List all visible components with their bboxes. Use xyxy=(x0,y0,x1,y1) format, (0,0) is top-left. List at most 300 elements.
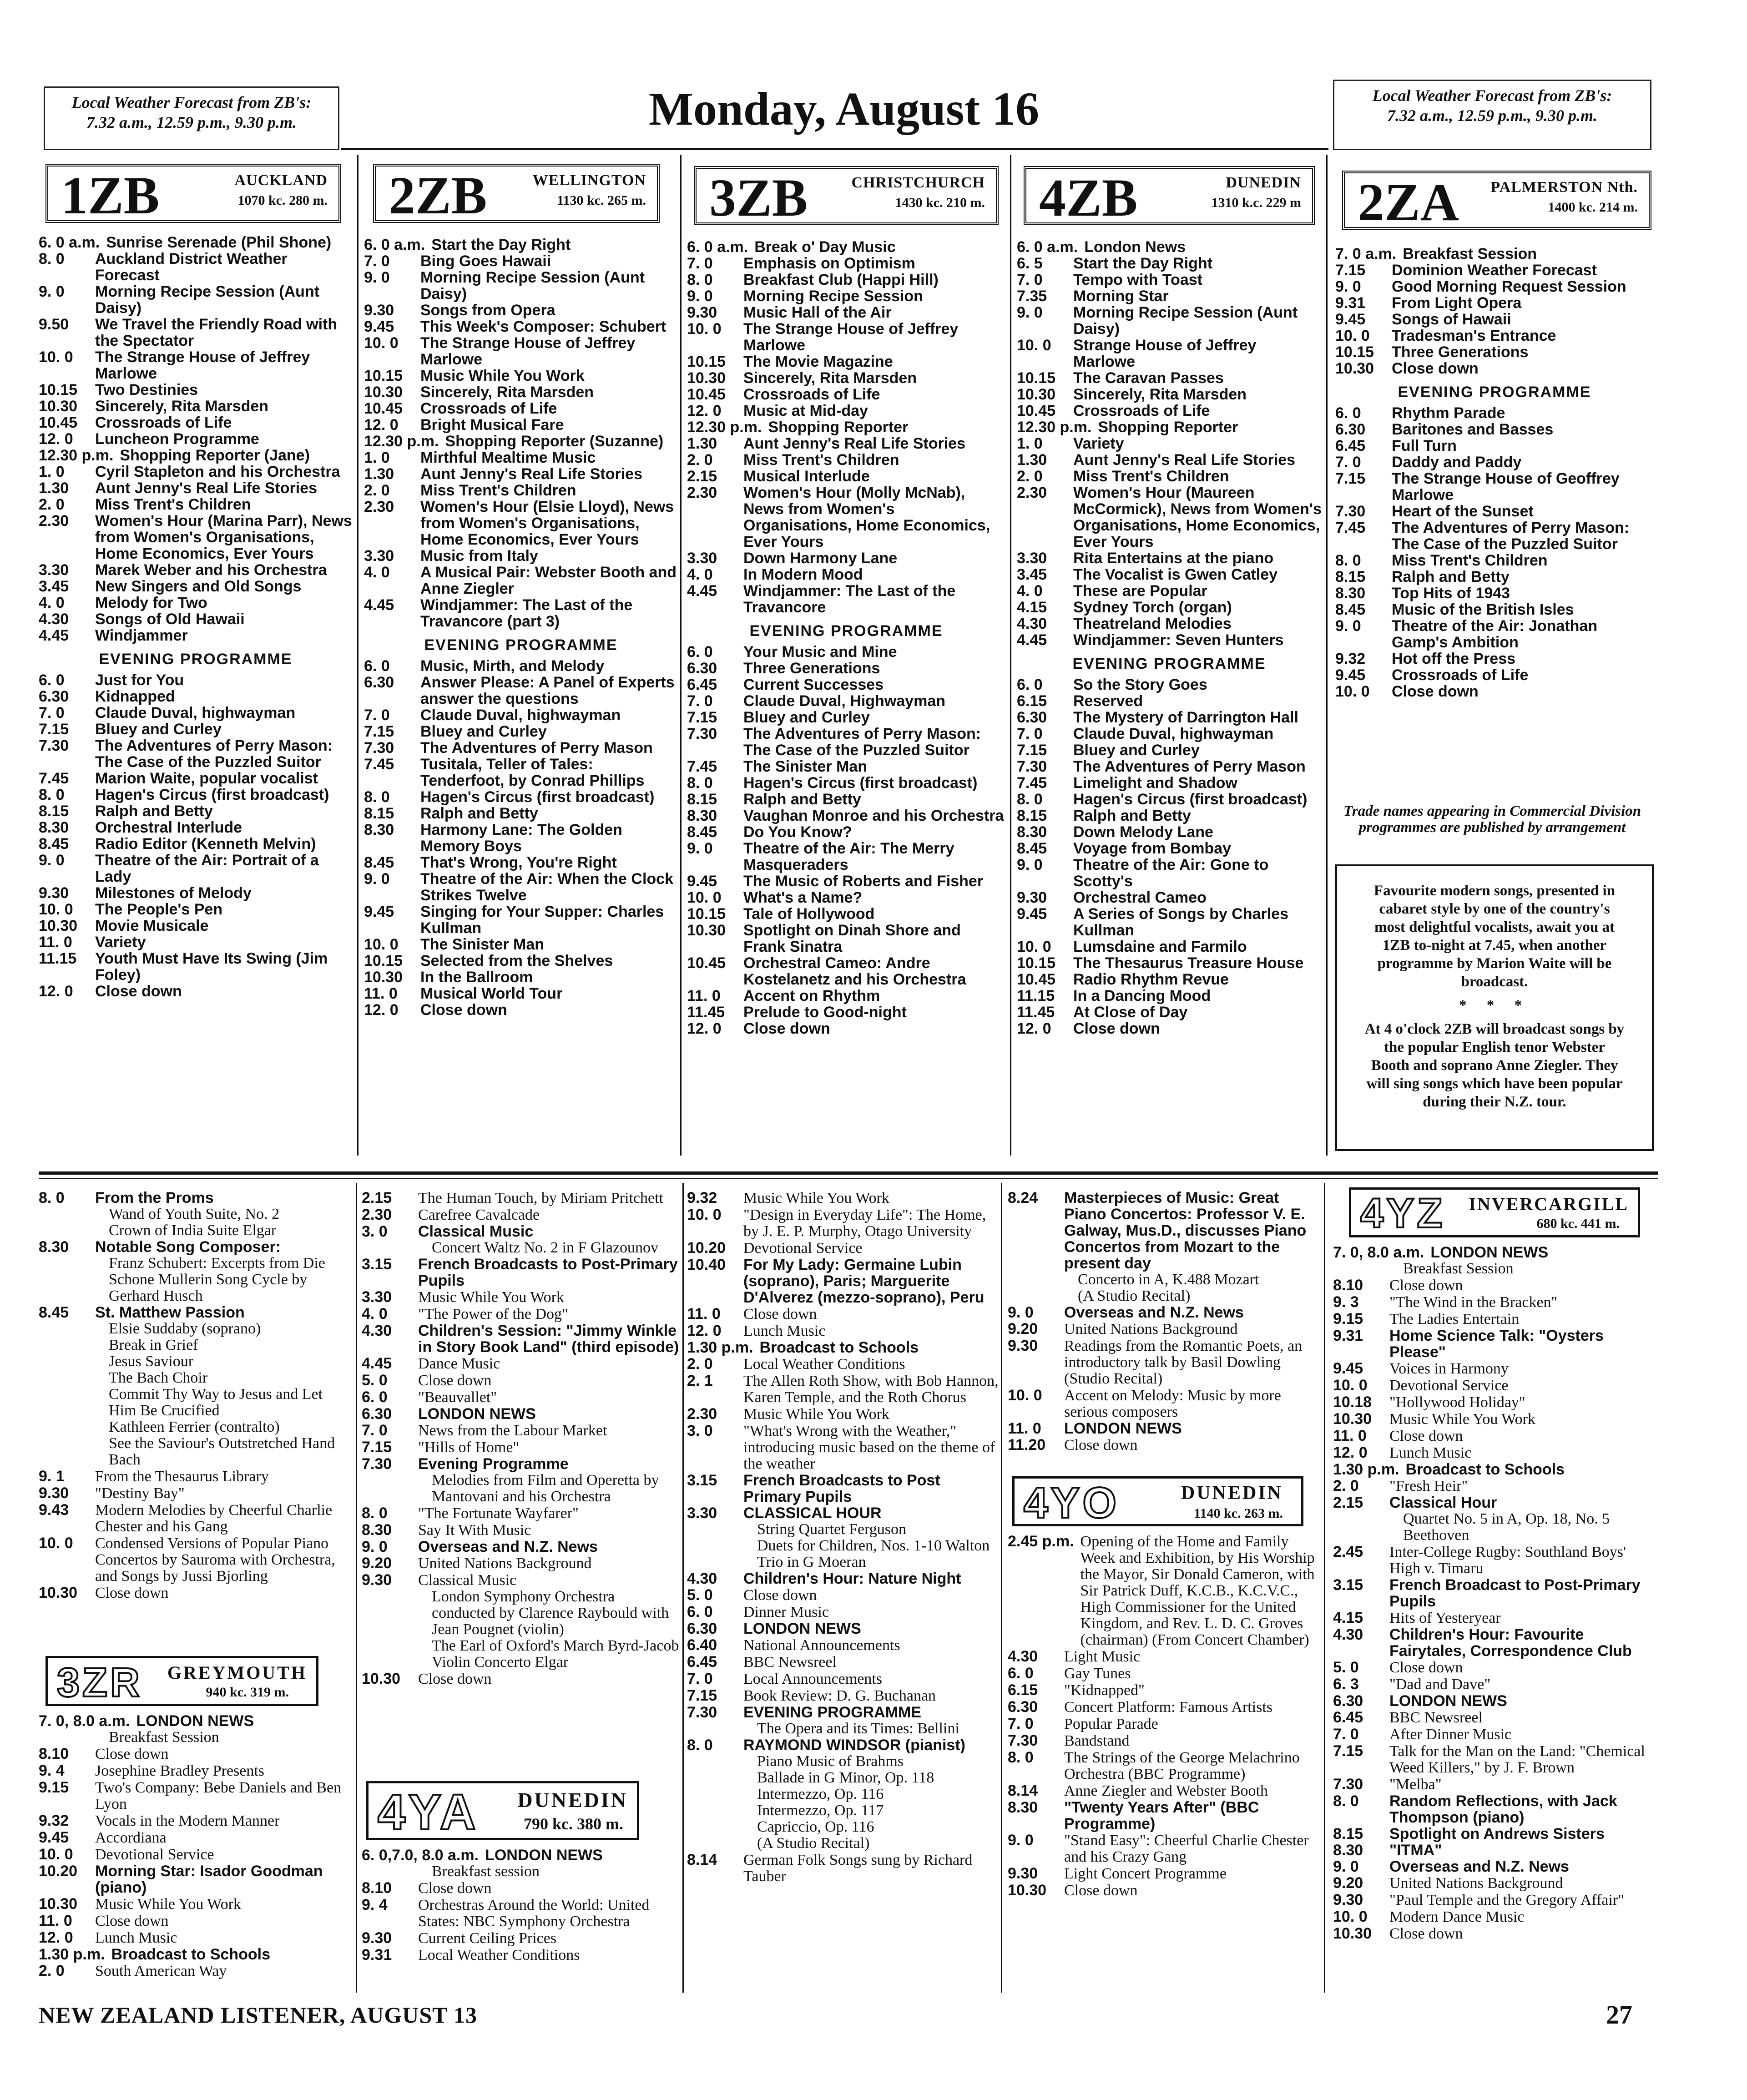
programme-time: 10. 0 xyxy=(687,320,722,338)
programme-time: 10. 0 xyxy=(364,334,399,352)
programme-title: South American Way xyxy=(95,1963,227,1979)
programme-title: Rita Entertains at the piano xyxy=(1073,550,1274,567)
programme-title: Close down xyxy=(95,1585,169,1601)
station-city: AUCKLAND xyxy=(234,172,328,189)
programme-time: 4. 0 xyxy=(39,594,65,611)
programme-time: 9.30 xyxy=(39,884,69,902)
programme-title: Answer Please: A Panel of Experts answer the questions xyxy=(420,674,675,707)
programme-row xyxy=(1017,791,1322,808)
programme-title: This Week's Composer: Schubert xyxy=(420,318,666,335)
programme-title: Aunt Jenny's Real Life Stories xyxy=(743,435,965,452)
programme-title: Theatre of the Air: Portrait of a Lady xyxy=(95,852,319,885)
programme-time: 8.15 xyxy=(364,805,394,822)
station-city: DUNEDIN xyxy=(1181,1483,1283,1504)
programme-time: 3.30 xyxy=(364,547,394,565)
programme-row xyxy=(364,318,678,335)
programme-title: Ralph and Betty xyxy=(743,791,861,808)
column-rule xyxy=(1010,155,1011,1156)
programme-title: The Bach Choir xyxy=(109,1369,208,1386)
programme-row xyxy=(1008,1338,1322,1387)
programme-row xyxy=(1017,403,1322,419)
programme-time: 9.32 xyxy=(1335,650,1366,667)
programme-time: 6.45 xyxy=(687,1653,717,1671)
programme-time: 9.31 xyxy=(1335,294,1366,312)
programme-time: 7.15 xyxy=(1017,742,1047,759)
programme-time: 10.30 xyxy=(687,922,726,939)
programme-row xyxy=(362,1372,680,1389)
programme-row xyxy=(1333,1793,1651,1826)
station-box-4ya xyxy=(366,1781,639,1840)
programme-row xyxy=(39,1729,353,1746)
programme-row xyxy=(1017,288,1322,304)
programme-time: 10.15 xyxy=(1017,954,1056,972)
programme-title: "Paul Temple and the Gregory Affair" xyxy=(1389,1892,1625,1908)
programme-title: Full Turn xyxy=(1392,437,1457,454)
programme-row xyxy=(1333,1294,1651,1311)
programme-time: 7. 0 xyxy=(364,252,390,270)
programme-title: Wand of Youth Suite, No. 2 xyxy=(109,1206,280,1222)
programme-title: Close down xyxy=(95,1746,169,1762)
programme-time: 10. 0 xyxy=(39,901,73,918)
programme-time: 3.30 xyxy=(39,561,69,579)
programme-time: 11.45 xyxy=(687,1004,725,1021)
programme-row xyxy=(39,1419,353,1435)
programme-time: 9.31 xyxy=(362,1946,392,1964)
programme-time: 7.30 xyxy=(1008,1732,1038,1749)
programme-time: 1. 0 xyxy=(364,449,390,466)
programme-title: "Melba" xyxy=(1389,1776,1442,1793)
programme-time: 9. 0 xyxy=(1333,1858,1359,1875)
programme-row xyxy=(39,1337,353,1353)
programme-row xyxy=(39,721,353,737)
programme-time: 8.15 xyxy=(1335,568,1366,586)
programme-row xyxy=(1335,438,1654,454)
programme-time: 10.15 xyxy=(39,381,78,399)
programme-title: Talk for the Man on the Land: "Chemical Weed Killers," by J. F. Brown xyxy=(1389,1743,1645,1776)
programme-row xyxy=(1017,304,1322,337)
programme-title: The Adventures of Perry Mason: The Case of the Puzzled Suitor xyxy=(95,737,333,771)
programme-title: Milestones of Melody xyxy=(95,884,252,902)
programme-row xyxy=(687,1472,999,1505)
programme-title: These are Popular xyxy=(1073,582,1207,600)
programme-time: 9.43 xyxy=(39,1501,69,1519)
programme-time: 2.30 xyxy=(362,1206,392,1223)
programme-title: Miss Trent's Children xyxy=(1392,552,1548,569)
page-number: 27 xyxy=(1606,2000,1632,2029)
programme-time: 8.14 xyxy=(687,1851,717,1868)
programme-time: 4. 0 xyxy=(362,1305,388,1323)
programme-title: Kidnapped xyxy=(95,688,175,705)
programme-row xyxy=(1333,1444,1651,1461)
programme-time: 1.30 p.m. xyxy=(39,1946,105,1963)
programme-row xyxy=(39,836,353,852)
programme-time: 9.30 xyxy=(364,302,394,319)
programme-title: Two Destinies xyxy=(95,381,198,399)
programme-time: 10.15 xyxy=(1017,369,1056,387)
programme-time: 7. 0 xyxy=(364,707,390,724)
programme-row xyxy=(687,1835,999,1852)
programme-title: Windjammer: The Last of the Travancore (part 3) xyxy=(420,596,633,630)
programme-time: 10.30 xyxy=(1008,1882,1047,1899)
programme-title: Close down xyxy=(1389,1277,1463,1294)
programme-row xyxy=(1335,651,1654,667)
lower-schedule-col2 xyxy=(362,1190,680,1687)
programme-time: 9.20 xyxy=(1333,1874,1363,1892)
programme-row xyxy=(687,922,1005,955)
programme-title: Light Music xyxy=(1064,1648,1141,1665)
programme-time: 10. 0 xyxy=(364,936,399,953)
weather-box-left xyxy=(44,86,339,150)
programme-title: Crossroads of Life xyxy=(1392,666,1529,684)
programme-row xyxy=(1333,1360,1651,1377)
programme-title: Miss Trent's Children xyxy=(743,451,899,469)
programme-time: 2.30 xyxy=(687,1405,717,1423)
programme-time: 6.40 xyxy=(687,1636,717,1654)
programme-title: Top Hits of 1943 xyxy=(1392,585,1510,602)
programme-title: The Strange House of Geoffrey Marlowe xyxy=(1392,470,1620,504)
programme-time: 8.45 xyxy=(364,854,394,871)
programme-title: Miss Trent's Children xyxy=(420,482,576,499)
station-frequency: 1430 kc. 210 m. xyxy=(895,195,985,210)
programme-title: Crossroads of Life xyxy=(95,414,232,431)
programme-row xyxy=(39,1746,353,1762)
programme-title: In a Dancing Mood xyxy=(1073,987,1211,1005)
programme-time: 10.15 xyxy=(364,952,403,969)
programme-title: Hagen's Circus (first broadcast) xyxy=(743,774,978,792)
programme-row xyxy=(1017,857,1322,889)
programme-time: 6.15 xyxy=(1008,1681,1038,1699)
programme-time: 10.45 xyxy=(364,400,403,417)
station-city: DUNEDIN xyxy=(1226,174,1301,191)
programme-row xyxy=(362,1355,680,1372)
programme-row xyxy=(39,1535,353,1585)
programme-row xyxy=(362,1947,680,1964)
programme-row xyxy=(39,688,353,705)
lower-schedule-3zr xyxy=(39,1713,353,1979)
programme-title: Cyril Stapleton and his Orchestra xyxy=(95,463,340,480)
programme-row xyxy=(687,1802,999,1819)
programme-title: Close down xyxy=(418,1372,492,1389)
programme-row xyxy=(687,239,1005,255)
programme-title: "Twenty Years After" (BBC Programme) xyxy=(1064,1799,1259,1832)
programme-row xyxy=(1017,599,1322,616)
station-call-sign: 2ZB xyxy=(389,166,487,225)
programme-title: Music While You Work xyxy=(743,1190,889,1206)
programme-time: 9. 0 xyxy=(1008,1304,1034,1321)
programme-title: Orchestral Interlude xyxy=(95,819,242,836)
programme-row xyxy=(687,1323,999,1339)
programme-row xyxy=(364,953,678,969)
programme-row xyxy=(39,627,353,644)
station-frequency: 1140 kc. 263 m. xyxy=(1194,1506,1283,1521)
programme-row xyxy=(1333,1544,1651,1577)
programme-title: Josephine Bradley Presents xyxy=(95,1762,265,1779)
programme-row xyxy=(1017,337,1322,370)
programme-time: 12. 0 xyxy=(39,983,73,1000)
programme-time: 10.30 xyxy=(1017,386,1056,403)
programme-time: 8.45 xyxy=(39,1304,69,1321)
programme-row xyxy=(1335,470,1654,503)
programme-row xyxy=(39,950,353,983)
programme-time: 9.30 xyxy=(1333,1891,1363,1908)
programme-row xyxy=(687,370,1005,386)
programme-time: 8.10 xyxy=(39,1745,69,1762)
programme-row xyxy=(687,1704,999,1721)
programme-row xyxy=(1335,667,1654,683)
programme-title: Reserved xyxy=(1073,692,1143,710)
programme-row xyxy=(364,466,678,482)
programme-time: 4.30 xyxy=(362,1322,392,1339)
programme-title: Three Generations xyxy=(1392,343,1529,361)
programme-time: 7. 0, 8.0 a.m. xyxy=(1333,1244,1424,1261)
station-box-1zb xyxy=(45,164,341,223)
programme-row xyxy=(1017,468,1322,485)
programme-row xyxy=(1008,1716,1322,1732)
programme-time: 8.45 xyxy=(39,835,69,853)
programme-row xyxy=(1017,272,1322,288)
programme-time: 8.45 xyxy=(1017,840,1047,857)
programme-title: Condensed Versions of Popular Piano Concertos by Sauroma with Orchestra, and Songs by Jussi Bjorling xyxy=(95,1535,335,1585)
programme-time: 1.30 xyxy=(1017,451,1047,469)
programme-row xyxy=(39,1304,353,1321)
section-heading: EVENING PROGRAMME xyxy=(424,636,618,654)
programme-title: Bluey and Curley xyxy=(1073,742,1200,759)
programme-row xyxy=(39,1502,353,1535)
programme-row xyxy=(1017,419,1322,435)
programme-title: Bing Goes Hawaii xyxy=(420,252,551,270)
programme-time: 10.18 xyxy=(1333,1393,1372,1411)
programme-row xyxy=(362,1863,680,1880)
programme-title: "Hollywood Holiday" xyxy=(1389,1394,1525,1411)
programme-title: Women's Hour (Molly McNab), News from Women's Organisations, Home Economics, Ever Yours xyxy=(743,484,990,550)
programme-row xyxy=(364,854,678,871)
programme-row xyxy=(1333,1693,1651,1709)
programme-title: Crossroads of Life xyxy=(743,386,880,403)
column-rule xyxy=(1326,155,1328,1156)
programme-title: Aunt Jenny's Real Life Stories xyxy=(1073,451,1295,469)
programme-time: 8. 0 xyxy=(1008,1749,1034,1766)
programme-time: 9.45 xyxy=(1017,905,1047,923)
programme-row xyxy=(687,676,1005,693)
programme-title: Music of the British Isles xyxy=(1392,601,1574,618)
programme-time: 9. 0 xyxy=(1335,278,1361,295)
programme-row xyxy=(362,1223,680,1240)
section-heading: EVENING PROGRAMME xyxy=(1072,655,1266,672)
programme-title: London Symphony Orchestra conducted by Clarence Raybould with Jean Pougnet (violin) xyxy=(432,1588,669,1638)
programme-time: 4.45 xyxy=(39,627,69,644)
programme-title: Start the Day Right xyxy=(431,236,571,253)
programme-row xyxy=(687,758,1005,775)
programme-row xyxy=(687,1819,999,1835)
programme-time: 11. 0 xyxy=(687,1305,721,1323)
programme-row xyxy=(687,1637,999,1654)
programme-title: Duets for Children, Nos. 1-10 Walton xyxy=(757,1537,990,1554)
programme-row xyxy=(1008,1304,1322,1321)
station-call-sign: 4YA xyxy=(378,1784,479,1840)
programme-row xyxy=(362,1638,680,1654)
lower-schedule-4ya xyxy=(362,1847,680,1964)
programme-time: 3.30 xyxy=(687,1504,717,1522)
programme-time: 10.45 xyxy=(1017,971,1056,988)
promo-paragraph-1: Favourite modern songs, presented in cabaret style by one of the country's most delightful vocalists, await you at 1ZB to-night at 7.45, when another programme by Marion Waite will be broadcast. xyxy=(1373,883,1616,990)
programme-row xyxy=(39,1206,353,1222)
programme-time: 9.45 xyxy=(364,318,394,335)
programme-row xyxy=(687,386,1005,403)
programme-title: Bluey and Curley xyxy=(95,721,222,738)
programme-row xyxy=(39,852,353,885)
station-box-2zb xyxy=(373,164,660,223)
programme-row xyxy=(1333,1659,1651,1676)
programme-row xyxy=(687,419,1005,435)
programme-row xyxy=(687,824,1005,840)
programme-row xyxy=(362,1472,680,1505)
programme-title: Tempo with Toast xyxy=(1073,271,1202,288)
programme-time: 11. 0 xyxy=(39,934,72,951)
programme-row xyxy=(687,255,1005,272)
programme-row xyxy=(39,464,353,480)
programme-time: 10.40 xyxy=(687,1256,726,1273)
programme-row xyxy=(1335,278,1654,295)
programme-time: 9.45 xyxy=(1335,666,1366,684)
programme-row xyxy=(39,1585,353,1601)
station-city: WELLINGTON xyxy=(532,172,646,189)
programme-title: Shopping Reporter xyxy=(768,419,909,436)
programme-row xyxy=(39,251,353,283)
programme-title: Morning Recipe Session (Aunt Daisy) xyxy=(95,283,320,317)
programme-row xyxy=(687,873,1005,889)
programme-time: 2.15 xyxy=(362,1189,392,1206)
programme-time: 10. 0 xyxy=(1335,683,1370,700)
programme-title: Theatre of the Air: When the Clock Strikes Twelve xyxy=(420,870,674,904)
programme-row xyxy=(1017,709,1322,726)
programme-row xyxy=(39,382,353,398)
programme-title: Daddy and Paddy xyxy=(1392,454,1522,471)
programme-title: Notable Song Composer: xyxy=(95,1238,281,1256)
programme-row xyxy=(1335,569,1654,585)
schedule-2zb xyxy=(364,237,678,1018)
station-frequency: 790 kc. 380 m. xyxy=(524,1815,623,1833)
programme-title: Women's Hour (Marina Parr), News from Women's Organisations, Home Economics, Ever Yours xyxy=(95,512,352,562)
programme-time: 7.30 xyxy=(687,725,717,742)
programme-title: Theatreland Melodies xyxy=(1073,615,1232,632)
station-call-sign: 1ZB xyxy=(61,166,160,225)
programme-time: 7. 0 xyxy=(687,255,713,272)
programme-time: 9. 0 xyxy=(687,288,713,305)
programme-time: 9. 0 xyxy=(364,269,390,286)
programme-time: 5. 0 xyxy=(362,1372,388,1389)
programme-row xyxy=(687,1604,999,1620)
programme-title: Breakfast Club (Happi Hill) xyxy=(743,271,939,288)
programme-time: 10.30 xyxy=(39,917,78,934)
programme-time: 12.30 p.m. xyxy=(1017,419,1092,436)
programme-time: 6. 0 xyxy=(1008,1665,1034,1682)
programme-title: Youth Must Have Its Swing (Jim Foley) xyxy=(95,950,328,984)
programme-row xyxy=(1333,1428,1651,1444)
programme-title: Overseas and N.Z. News xyxy=(1064,1304,1244,1321)
programme-title: Elsie Suddaby (soprano) xyxy=(109,1320,261,1337)
programme-title: Classical Hour xyxy=(1389,1494,1497,1511)
programme-time: 2. 0 xyxy=(39,496,65,513)
programme-time: 7. 0 xyxy=(1008,1715,1034,1732)
programme-time: 7.30 xyxy=(362,1455,392,1473)
programme-time: 9.20 xyxy=(1008,1320,1038,1338)
programme-title: Rhythm Parade xyxy=(1392,404,1505,422)
programme-row xyxy=(687,889,1005,906)
programme-time: 9.30 xyxy=(1008,1865,1038,1882)
programme-title: News from the Labour Market xyxy=(418,1422,607,1439)
programme-title: Sincerely, Rita Marsden xyxy=(95,398,269,415)
programme-title: Music While You Work xyxy=(418,1289,564,1306)
programme-row xyxy=(364,674,678,707)
programme-title: United Nations Background xyxy=(1064,1321,1238,1338)
programme-time: 5. 0 xyxy=(1333,1659,1359,1676)
programme-time: 6. 0 xyxy=(1017,676,1043,693)
programme-row xyxy=(39,283,353,316)
programme-row xyxy=(1335,405,1654,421)
programme-title: Musical Interlude xyxy=(743,468,870,485)
programme-row xyxy=(1017,742,1322,758)
programme-row xyxy=(687,1538,999,1554)
programme-time: 10. 0 xyxy=(1335,327,1370,344)
programme-row xyxy=(39,1762,353,1779)
programme-time: 2.30 xyxy=(39,512,69,530)
programme-row xyxy=(362,1190,680,1206)
programme-title: Capriccio, Op. 116 xyxy=(757,1818,874,1835)
programme-row xyxy=(39,1435,353,1468)
programme-row xyxy=(364,499,678,548)
programme-title: "Destiny Bay" xyxy=(95,1485,185,1502)
programme-time: 11.45 xyxy=(1017,1004,1055,1021)
programme-title: From Light Opera xyxy=(1392,294,1522,312)
station-call-sign: 4ZB xyxy=(1039,168,1138,227)
programme-title: Readings from the Romantic Poets, an introductory talk by Basil Dowling (Studio Recital) xyxy=(1064,1338,1303,1387)
programme-time: 7.30 xyxy=(1017,758,1047,775)
programme-time: 10. 0 xyxy=(39,348,73,366)
programme-row xyxy=(1017,632,1322,648)
programme-title: Morning Star xyxy=(1073,288,1169,305)
programme-row xyxy=(364,985,678,1002)
header-rule xyxy=(341,148,1328,150)
programme-row xyxy=(687,808,1005,824)
programme-title: Vaughan Monroe and his Orchestra xyxy=(743,807,1004,824)
programme-title: "Beauvallet" xyxy=(418,1389,497,1406)
programme-row xyxy=(687,726,1005,758)
programme-row xyxy=(364,384,678,400)
programme-title: Random Reflections, with Jack Thompson (piano) xyxy=(1389,1792,1617,1826)
programme-title: Classical Music xyxy=(418,1572,517,1589)
station-frequency: 940 kc. 319 m. xyxy=(206,1685,289,1700)
programme-time: 9.20 xyxy=(362,1555,392,1572)
programme-time: 4.30 xyxy=(1333,1626,1363,1643)
programme-row xyxy=(364,723,678,740)
programme-row xyxy=(39,934,353,950)
lower-schedule-col3 xyxy=(687,1190,999,1885)
programme-row xyxy=(39,1321,353,1337)
programme-row xyxy=(1335,328,1654,344)
programme-title: Children's Hour: Nature Night xyxy=(743,1570,961,1587)
programme-time: 6. 0 xyxy=(687,643,713,661)
programme-title: Local Announcements xyxy=(743,1671,882,1687)
programme-title: Tusitala, Teller of Tales: Tenderfoot, by Conrad Phillips xyxy=(420,756,645,789)
programme-title: Spotlight on Dinah Shore and Frank Sinatra xyxy=(743,922,961,955)
programme-title: The Thesaurus Treasure House xyxy=(1073,954,1304,972)
programme-title: Concerto in A, K.488 Mozart xyxy=(1078,1271,1259,1288)
programme-time: 4.15 xyxy=(1333,1609,1363,1626)
programme-title: "Stand Easy": Cheerful Charlie Chester and his Crazy Gang xyxy=(1064,1832,1309,1865)
programme-row xyxy=(39,1485,353,1502)
programme-title: Marek Weber and his Orchestra xyxy=(95,561,327,579)
column-rule xyxy=(1324,1183,1325,1993)
